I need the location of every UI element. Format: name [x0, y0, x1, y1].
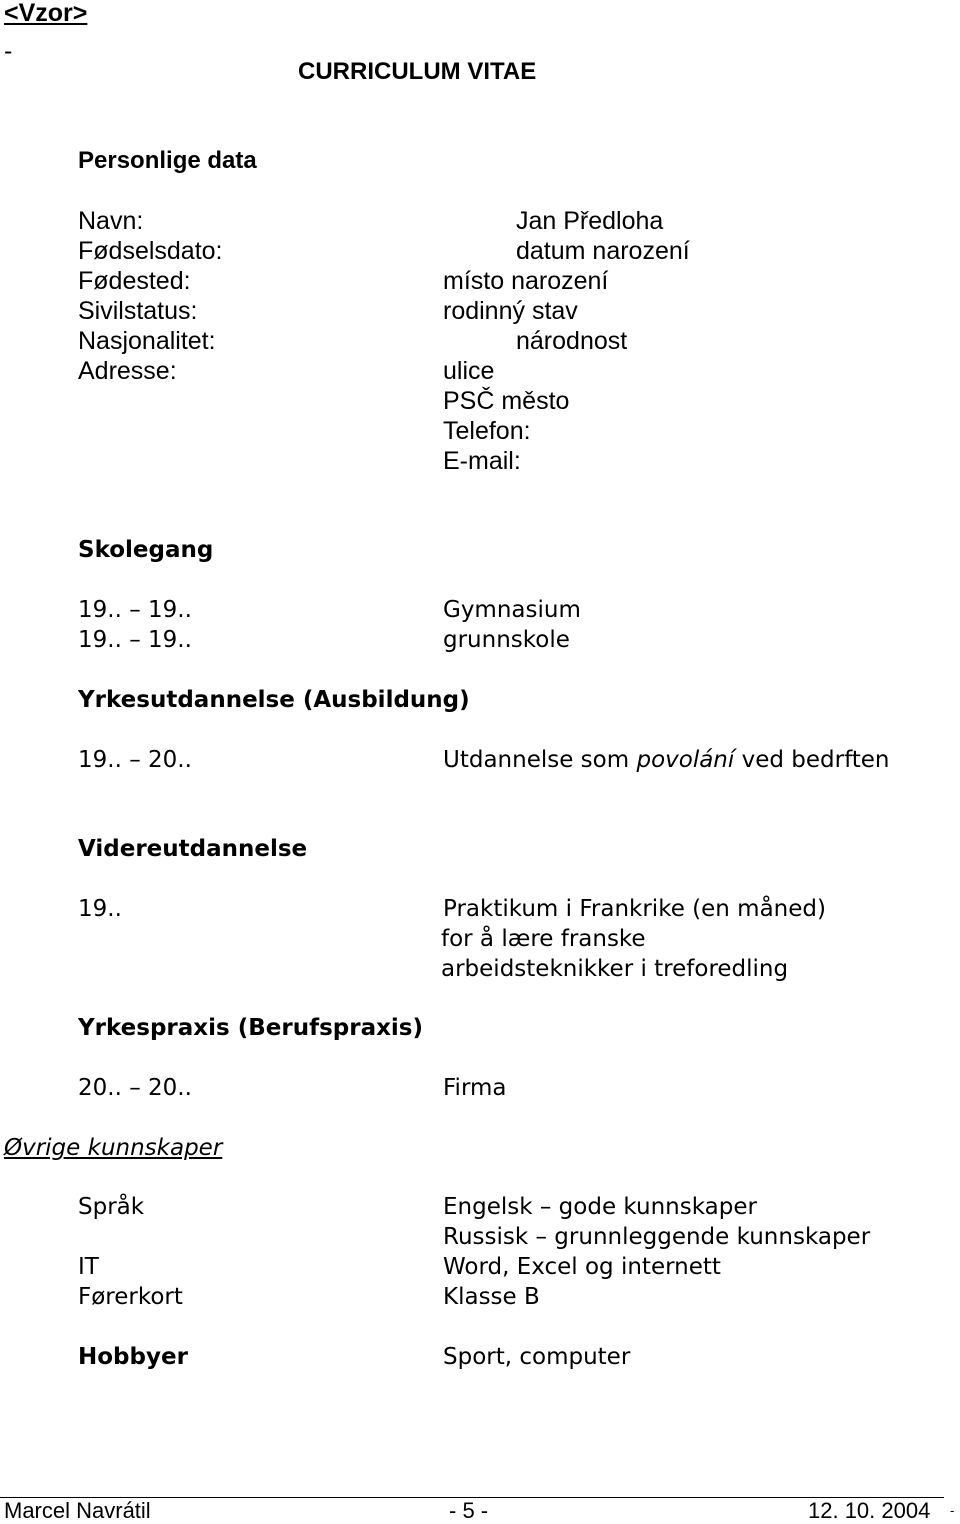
- value-birthplace: místo narození: [443, 267, 609, 295]
- further-line-1: Praktikum i Frankrike (en måned): [443, 896, 826, 922]
- it-value: Word, Excel og internett: [443, 1254, 721, 1280]
- page-title: CURRICULUM VITAE: [298, 58, 537, 85]
- footer-date: 12. 10. 2004: [808, 1498, 931, 1523]
- school-period-2: 19.. – 19..: [78, 627, 192, 653]
- footer-page-number: - 5 -: [449, 1498, 489, 1523]
- vocational-desc-pre: Utdannelse som: [443, 747, 637, 773]
- license-value: Klasse B: [443, 1284, 540, 1310]
- further-period: 19..: [78, 896, 122, 922]
- personal-heading: Personlige data: [78, 147, 257, 174]
- school-heading: Skolegang: [78, 537, 214, 563]
- label-marital-status: Sivilstatus:: [78, 297, 198, 325]
- vocational-period: 19.. – 20..: [78, 747, 192, 773]
- hobby-label: Hobbyer: [78, 1344, 188, 1370]
- value-email: E-mail:: [443, 447, 521, 475]
- further-line-3: arbeidsteknikker i treforedling: [441, 956, 789, 982]
- vocational-heading: Yrkesutdannelse (Ausbildung): [78, 687, 470, 713]
- practice-desc: Firma: [443, 1075, 507, 1101]
- school-desc-1: Gymnasium: [443, 597, 581, 623]
- school-desc-2: grunnskole: [443, 627, 570, 653]
- label-birthdate: Fødselsdato:: [78, 237, 223, 265]
- vocational-desc-post: ved bedrften: [734, 747, 890, 773]
- it-label: IT: [78, 1254, 99, 1280]
- value-marital-status: rodinný stav: [443, 297, 578, 325]
- practice-heading: Yrkespraxis (Berufspraxis): [78, 1015, 424, 1041]
- language-line-1: Engelsk – gode kunnskaper: [443, 1194, 757, 1220]
- value-nationality: národnost: [516, 327, 628, 355]
- header-dash: -: [4, 37, 13, 65]
- label-address: Adresse:: [78, 357, 177, 385]
- further-heading: Videreutdannelse: [78, 836, 308, 862]
- label-nationality: Nasjonalitet:: [78, 327, 216, 355]
- value-name: Jan Předloha: [516, 207, 664, 235]
- footer-dash: -: [950, 1503, 955, 1518]
- further-line-2: for å lære franske: [441, 926, 646, 952]
- value-phone: Telefon:: [443, 417, 531, 445]
- value-birthdate: datum narození: [516, 237, 690, 265]
- other-heading: Øvrige kunnskaper: [4, 1135, 223, 1161]
- vocational-desc: [443, 745, 890, 775]
- language-label: Språk: [78, 1194, 145, 1220]
- hobby-value: Sport, computer: [443, 1344, 631, 1370]
- template-tag: <Vzor>: [4, 0, 88, 27]
- language-line-2: Russisk – grunnleggende kunnskaper: [443, 1224, 871, 1250]
- footer-author: Marcel Navrátil: [4, 1498, 151, 1523]
- value-street: ulice: [443, 357, 495, 385]
- label-name: Navn:: [78, 207, 144, 235]
- license-label: Førerkort: [78, 1284, 183, 1310]
- value-zip-city: PSČ město: [443, 387, 570, 415]
- vocational-desc-italic: povolání: [636, 747, 735, 773]
- label-birthplace: Fødested:: [78, 267, 191, 295]
- school-period-1: 19.. – 19..: [78, 597, 192, 623]
- practice-period: 20.. – 20..: [78, 1075, 192, 1101]
